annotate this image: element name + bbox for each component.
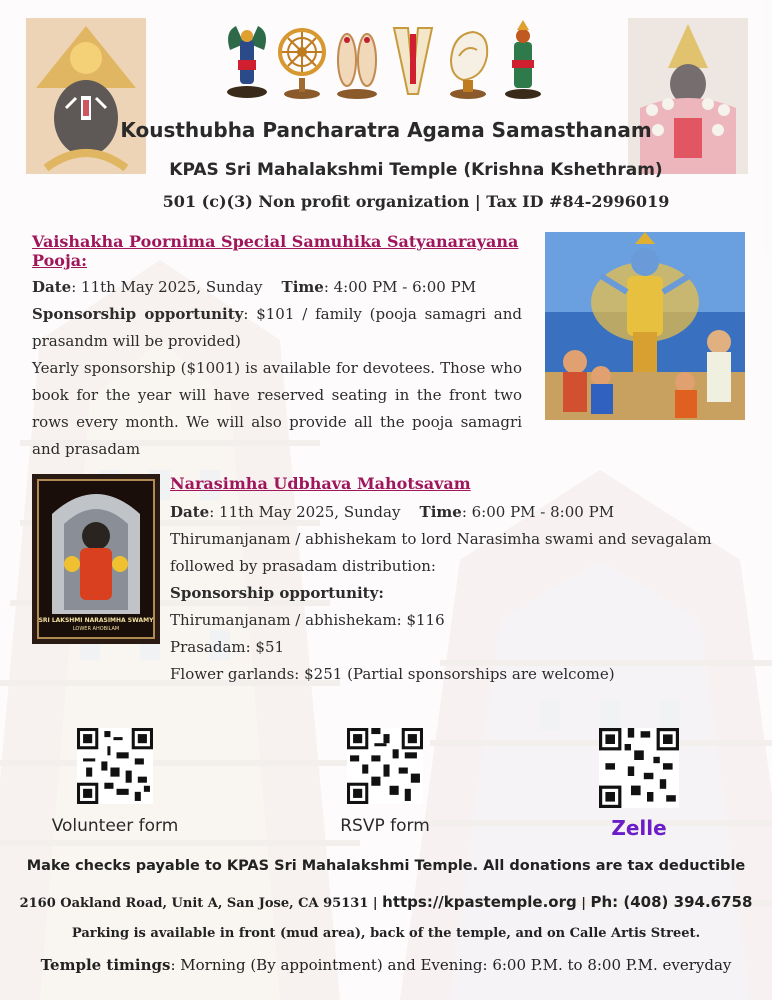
temple-timings: Temple timings: Morning (By appointment) and Evening: 6:00 P.M. to 8:00 P.M. everyday: [40, 956, 732, 974]
website-link[interactable]: https://kpastemple.org: [382, 893, 577, 911]
rsvp-form-qr-block[interactable]: [310, 728, 460, 836]
sponsorship-item: Thirumanjanam / abhishekam: $116: [170, 611, 445, 629]
temple-name: KPAS Sri Mahalakshmi Temple (Krishna Kshethram): [169, 160, 663, 180]
address-line: 2160 Oakland Road, Unit A, San Jose, CA 95131 | https://kpastemple.org | Ph: (408) 394.6758: [19, 893, 753, 911]
namam-icon: [388, 20, 438, 100]
volunteer-qr-code[interactable]: [77, 728, 153, 804]
checks-payable-note: Make checks payable to KPAS Sri Mahalakshmi Temple. All donations are tax deductible: [26, 858, 746, 874]
narasimha-image-caption: SRI LAKSHMI NARASIMHA SWAMY: [38, 617, 154, 624]
padukas-icon: [332, 20, 382, 100]
narasimha-image-subcaption: LOWER AHOBILAM: [72, 626, 120, 632]
garuda-icon: [222, 20, 272, 100]
zelle-qr-code[interactable]: [599, 728, 679, 808]
event-date-time: Date: 11th May 2025, Sunday Time: 4:00 PM - 6:00 PM: [32, 278, 477, 296]
sponsorship-heading: Sponsorship opportunity:: [170, 584, 384, 602]
sponsorship-item: Prasadam: $51: [170, 638, 285, 656]
event-sponsorship: Sponsorship opportunity: $101 / family (pooja samagri and prasandm will be provided): [32, 305, 522, 350]
chakra-icon: [277, 20, 327, 100]
parking-note: Parking is available in front (mud area), back of the temple, and on Calle Artis Street.: [71, 926, 701, 941]
tax-id-line: 501 (c)(3) Non profit organization | Tax ID #84-2996019: [162, 192, 670, 211]
event-description: Thirumanjanam / abhishekam to lord Narasimha swami and sevagalam followed by prasadam distribution:: [170, 530, 712, 575]
deity-image-right: [628, 18, 748, 174]
rsvp-qr-code[interactable]: [347, 728, 423, 804]
zelle-logo: Zelle: [611, 816, 667, 840]
deity-image-left: [26, 18, 146, 174]
organization-name: Kousthubha Pancharatra Agama Samasthanam: [120, 118, 652, 142]
event-date-time: Date: 11th May 2025, Sunday Time: 6:00 PM - 8:00 PM: [170, 503, 615, 521]
event-title: Vaishakha Poornima Special Samuhika Satyanarayana Pooja:: [32, 232, 519, 270]
conch-icon: [443, 20, 493, 100]
rsvp-form-label: RSVP form: [340, 816, 430, 836]
event-satyanarayana-pooja: [32, 232, 522, 463]
volunteer-form-qr-block[interactable]: [40, 728, 190, 836]
event-title: Narasimha Udbhava Mahotsavam: [170, 474, 471, 493]
volunteer-form-label: Volunteer form: [51, 816, 179, 836]
event-yearly-sponsorship: Yearly sponsorship ($1001) is available for devotees. Those who book for the year will have reserved seating in the front two rows every month. We will also provide all the pooja samagri and prasadam: [32, 359, 522, 458]
phone-number: Ph: (408) 394.6758: [590, 893, 753, 911]
satyanarayana-image: [545, 232, 745, 420]
narasimha-image: [32, 474, 160, 644]
hanuman-icon: [498, 20, 548, 100]
event-narasimha-mahotsavam: [170, 474, 748, 688]
sponsorship-item: Flower garlands: $251 (Partial sponsorships are welcome): [170, 665, 615, 683]
sacred-emblems-row: [222, 18, 548, 100]
zelle-qr-block[interactable]: [564, 728, 714, 840]
